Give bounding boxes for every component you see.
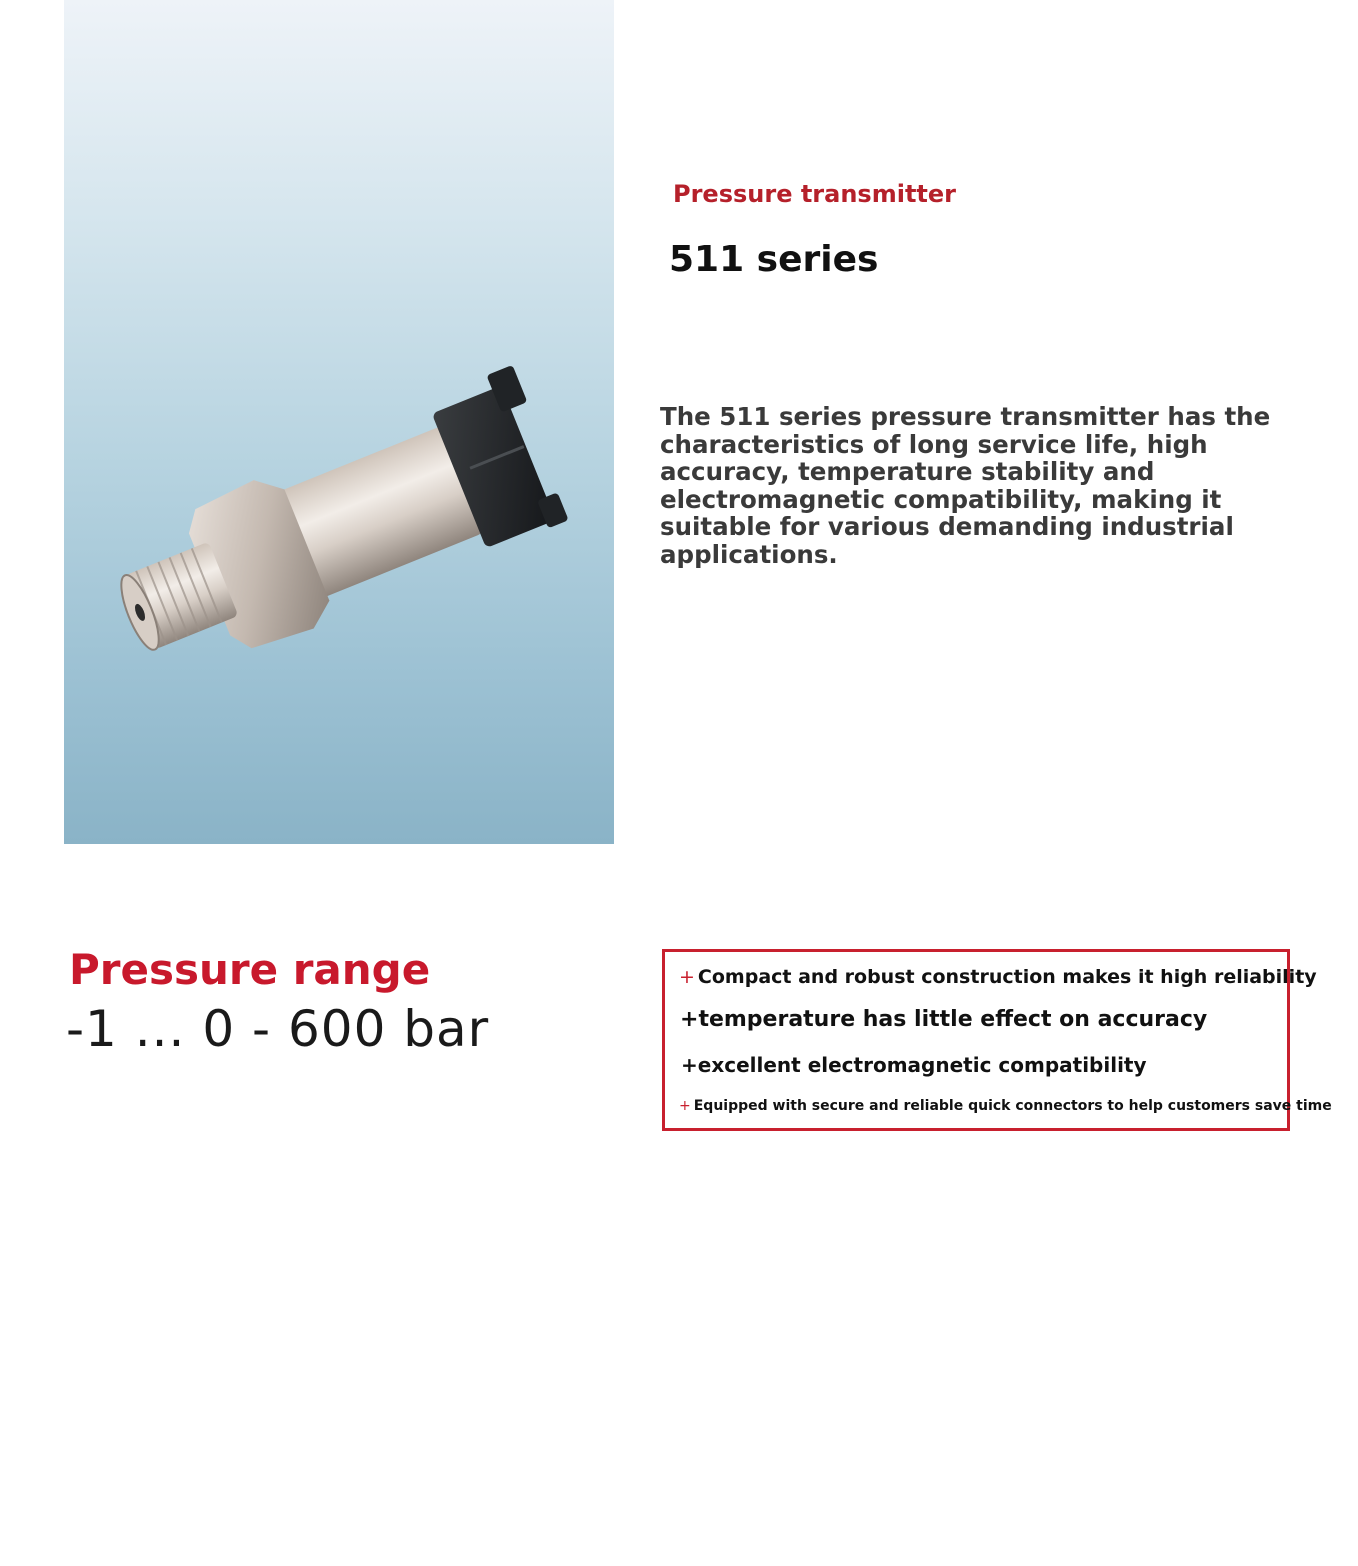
feature-text: excellent electromagnetic compatibility bbox=[697, 1053, 1147, 1077]
feature-item bbox=[679, 1098, 1332, 1114]
plus-icon: + bbox=[681, 1053, 698, 1077]
feature-item bbox=[679, 966, 1317, 988]
product-description: The 511 series pressure transmitter has the characteristics of long service life, high accuracy, temperature stability and electromagnetic compatibility, making it suitable for various demanding industrial applications. bbox=[660, 402, 1271, 569]
plus-icon: + bbox=[679, 1098, 691, 1114]
plus-icon: + bbox=[679, 966, 695, 988]
feature-text: Compact and robust construction makes it high reliability bbox=[697, 966, 1317, 988]
feature-item bbox=[680, 1007, 1207, 1032]
feature-item bbox=[681, 1053, 1147, 1077]
product-image-panel bbox=[64, 0, 614, 844]
features-box bbox=[662, 949, 1332, 1131]
product-category: Pressure transmitter bbox=[673, 180, 956, 208]
product-series: 511 series bbox=[669, 239, 879, 280]
feature-text: Equipped with secure and reliable quick connectors to help customers save time bbox=[693, 1098, 1332, 1114]
feature-text: temperature has little effect on accuracy bbox=[698, 1007, 1208, 1032]
pressure-transmitter-illustration bbox=[64, 0, 614, 844]
plus-icon: + bbox=[680, 1007, 699, 1032]
pressure-range-label: Pressure range bbox=[69, 945, 431, 994]
pressure-range-value: -1 ... 0 - 600 bar bbox=[66, 1000, 490, 1058]
